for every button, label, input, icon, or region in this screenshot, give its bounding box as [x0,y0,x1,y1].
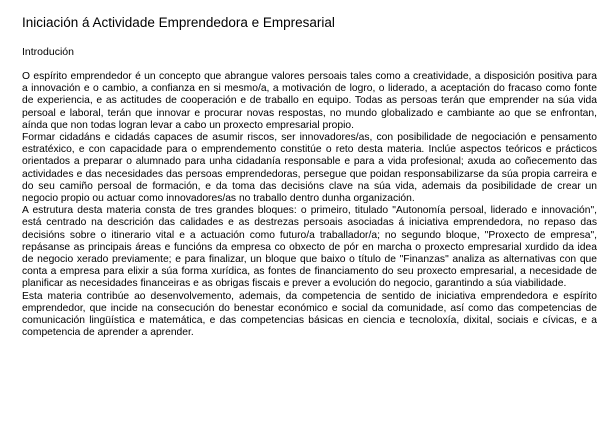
paragraph: Esta materia contribúe ao desenvolvemento, ademais, da competencia de sentido de iniciativa emprendedora e espírito emprendedor, que incide na consecución do benestar económico e social da comunidade, así como das competencias de comunicación lingüística e matemática, e das competencias básicas en ciencia e tecnoloxía, dixital, sociais e cívicas, e a competencia de aprender a aprender. [22,290,597,339]
paragraph: Formar cidadáns e cidadás capaces de asumir riscos, ser innovadores/as, con posibilidade de negociación e pensamento estratéxico, e con capacidade para o emprendemento constitúe o reto desta materia. Inclúe aspectos teóricos e prácticos orientados a preparar o alumnado para unha cidadanía responsable e para a vida profesional; axuda ao coñecemento das actividades e das necesidades das persoas emprendedoras, persegue que poidan responsabilizarse da súa propia carreira e do seu camiño persoal de formación, e da toma das decisións clave na súa vida, ademais da posibilidade de crear un negocio propio ou actuar como innovadores/as no traballo dentro dunha organización. [22,132,597,205]
document-page [22,14,597,339]
section-heading: Introdución [22,46,74,58]
document-title: Iniciación á Actividade Emprendedora e Empresarial [22,15,335,30]
paragraph: A estrutura desta materia consta de tres grandes bloques: o primeiro, titulado "Autonomía persoal, liderado e innovación", está centrado na descrición das calidades e as destrezas persoais asociadas á iniciativa emprendedora, no repaso das decisións sobre o itinerario vital e a actuación como futuro/a traballador/a; no segundo bloque, "Proxecto de empresa", repásanse as principais áreas e funcións da empresa co obxecto de pór en marcha o proxecto empresarial xurdido da idea de negocio xerado previamente; e para finalizar, un bloque que baixo o título de "Finanzas" analiza as alternativas con que conta a empresa para elixir a súa forma xurídica, as fontes de financiamento do seu proxecto empresarial, a necesidade de planificar as necesidades financeiras e as obrigas fiscais e prever a evolución do negocio, garantindo a súa viabilidade. [22,205,597,290]
document-body [22,71,597,339]
paragraph: O espírito emprendedor é un concepto que abrangue valores persoais tales como a creatividade, a disposición positiva para a innovación e o cambio, a confianza en si mesmo/a, a motivación de logro, o liderado, a aceptación do fracaso como fonte de experiencia, e as actitudes de cooperación e de traballo en equipo. Todas as persoas terán que emprender na súa vida persoal e laboral, terán que innovar e procurar novas respostas, no mundo globalizado e cambiante ao que se enfrontan, aínda que non todas logran levar a cabo un proxecto empresarial propio. [22,71,597,131]
